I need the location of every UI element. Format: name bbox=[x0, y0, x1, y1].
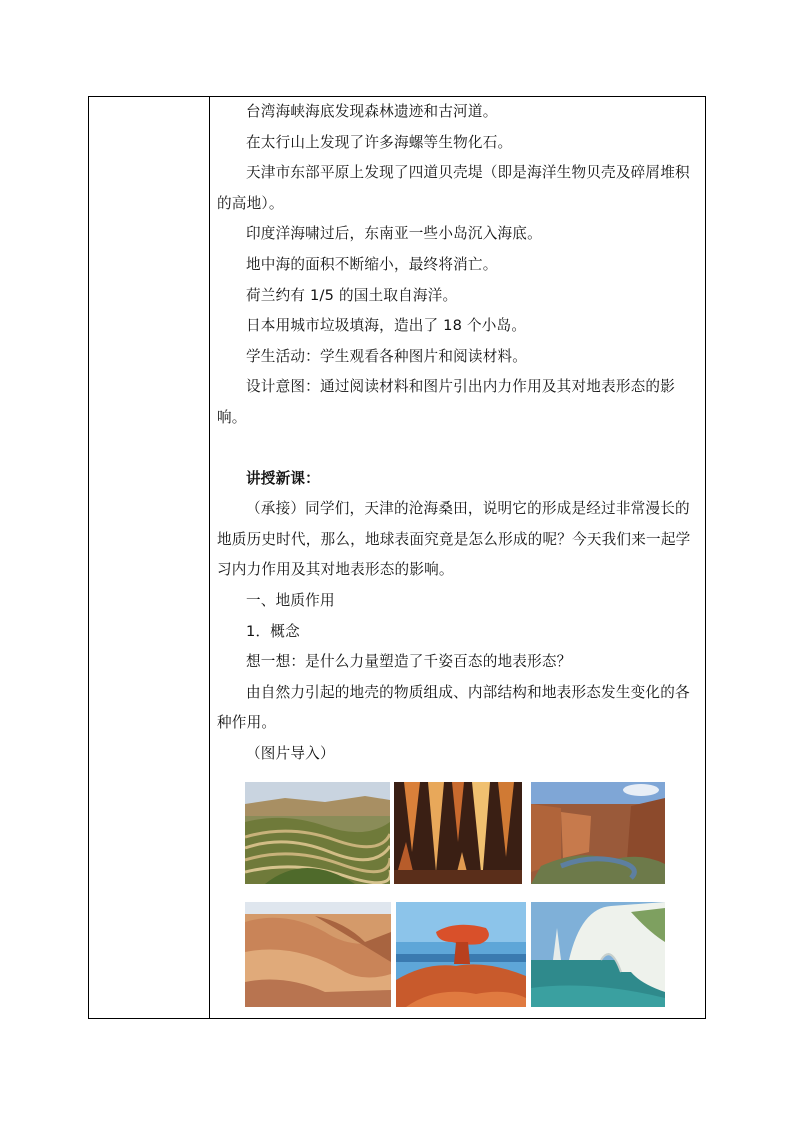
paragraph: 印度洋海啸过后，东南亚一些小岛沉入海底。 bbox=[246, 225, 542, 243]
photo-grid bbox=[245, 782, 665, 1012]
terraced-loess-hills-photo bbox=[245, 782, 390, 884]
paragraph: 在太行山上发现了许多海螺等生物化石。 bbox=[246, 133, 513, 151]
sand-dunes-photo bbox=[245, 902, 391, 1007]
table-content-cell bbox=[217, 97, 701, 769]
lesson-table bbox=[88, 96, 706, 1019]
blank-line bbox=[217, 434, 701, 464]
paragraph: 想一想：是什么力量塑造了千姿百态的地表形态？ bbox=[246, 653, 572, 671]
paragraph: 地中海的面积不断缩小，最终将消亡。 bbox=[246, 255, 498, 273]
section-heading: 讲授新课： bbox=[246, 469, 320, 487]
table-left-column bbox=[89, 97, 210, 1018]
paragraph: （承接）同学们，天津的沧海桑田，说明它的形成是经过非常漫长的地质历史时代，那么，地球表面究竟是怎么形成的呢？今天我们来一起学习内力作用及其对地表形态的影响。 bbox=[217, 500, 691, 579]
sea-cliff-arch-photo bbox=[531, 902, 665, 1007]
karst-cave-photo bbox=[394, 782, 522, 884]
paragraph: 学生活动：学生观看各种图片和阅读材料。 bbox=[246, 347, 528, 365]
paragraph: （图片导入） bbox=[246, 744, 335, 762]
paragraph: 设计意图：通过阅读材料和图片引出内力作用及其对地表形态的影响。 bbox=[217, 378, 676, 426]
paragraph: 1．概念 bbox=[246, 622, 300, 640]
paragraph: 由自然力引起的地壳的物质组成、内部结构和地表形态发生变化的各种作用。 bbox=[217, 683, 690, 732]
paragraph: 台湾海峡海底发现森林遗迹和古河道。 bbox=[246, 103, 498, 120]
canyon-river-photo bbox=[531, 782, 665, 884]
paragraph: 天津市东部平原上发现了四道贝壳堤（即是海洋生物贝壳及碎屑堆积的高地）。 bbox=[217, 164, 690, 212]
mushroom-rock-photo bbox=[396, 902, 526, 1007]
paragraph: 日本用城市垃圾填海，造出了 18 个小岛。 bbox=[246, 317, 527, 335]
paragraph: 荷兰约有 1/5 的国土取自海洋。 bbox=[246, 286, 458, 304]
paragraph: 一、地质作用 bbox=[246, 591, 335, 609]
